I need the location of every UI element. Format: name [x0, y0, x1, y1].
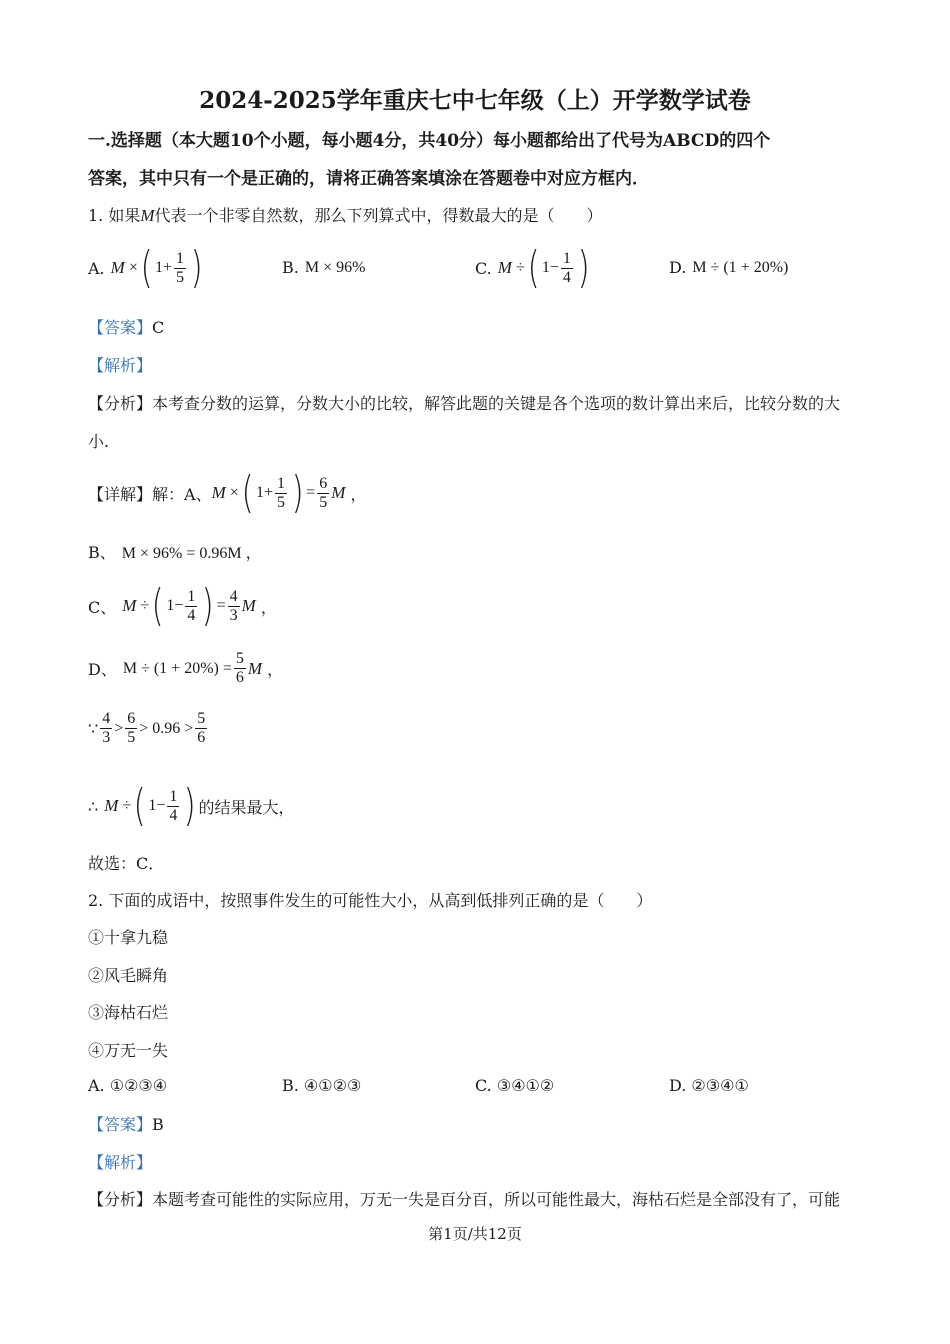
q1-detail-c: C、 M ÷ ( 1− $\frac{1}{4}$ ) = $\frac{4}{3}$ M ， [88, 580, 277, 631]
section-header-line2: 答案，其中只有一个是正确的，请将正确答案填涂在答题卷中对应方框内． [88, 169, 649, 189]
q2-answer: 【答案】B [88, 1115, 164, 1134]
page-footer: 第1页/共12页 [428, 1225, 522, 1243]
q2-option-b: B. ④①②③ [282, 1076, 362, 1095]
q1-option-b: B. M × 96% [282, 258, 366, 277]
q2-fenxi: 【分析】本题考查可能性的实际应用，万无一失是百分百，所以可能性最大，海枯石烂是全部没有了，可能 [88, 1190, 841, 1209]
q2-option-c: C. ③④①② [475, 1076, 555, 1095]
section-header-line1: 一.选择题（本大题10个小题，每小题4分，共40分）每小题都给出了代号为ABCD的四个 [88, 131, 771, 151]
q1-stem: 1. 如果M代表一个非零自然数，那么下列算式中，得数最大的是（ ） [88, 206, 603, 225]
q1-detail-a: 【详解】 解：A、 M × ( 1+ $\frac{1}{5}$ ) = $\frac{6}{5}$ M ， [88, 467, 367, 518]
q1-option-d: D. M ÷ (1 + 20%) [669, 258, 789, 277]
q1-therefore: ∴ M ÷ ( 1− $\frac{1}{4}$ ) 的结果最大， [88, 780, 295, 831]
q1-because: ∵ $\frac{4}{3}$ > $\frac{6}{5}$ > 0.96 > $\frac{5}{6}$ [88, 710, 206, 746]
q1-option-a: A. M × ( 1+ $\frac{1}{5}$ ) [88, 242, 203, 293]
q1-answer: 【答案】C [88, 318, 165, 337]
q1-detail-b: B、 M × 96% = 0.96M ， [88, 543, 262, 562]
q2-item-3: ③海枯石烂 [88, 1003, 169, 1022]
q1-fenxi-line1: 【分析】本考查分数的运算，分数大小的比较，解答此题的关键是各个选项的数计算出来后，比较分数的大 [88, 394, 841, 413]
q2-stem: 2. 下面的成语中，按照事件发生的可能性大小，从高到低排列正确的是（ ） [88, 891, 653, 910]
q2-option-a: A. ①②③④ [88, 1076, 168, 1095]
q1-detail-d: D、 M ÷ (1 + 20%) = $\frac{5}{6}$ M ， [88, 650, 284, 686]
q1-option-c: C. M ÷ ( 1− $\frac{1}{4}$ ) [475, 242, 590, 293]
q2-option-d: D. ②③④① [669, 1076, 749, 1095]
page-title: 2024-2025学年重庆七中七年级（上）开学数学试卷 [199, 87, 751, 114]
q1-analysis-label: 【解析】 [88, 356, 153, 375]
q1-choose: 故选：C． [88, 854, 165, 873]
q2-item-2: ②风毛瞬角 [88, 966, 169, 985]
q2-item-4: ④万无一失 [88, 1041, 169, 1060]
q1-fenxi-line2: 小. [88, 432, 110, 451]
q2-analysis-label: 【解析】 [88, 1153, 153, 1172]
q2-item-1: ①十拿九稳 [88, 928, 169, 947]
